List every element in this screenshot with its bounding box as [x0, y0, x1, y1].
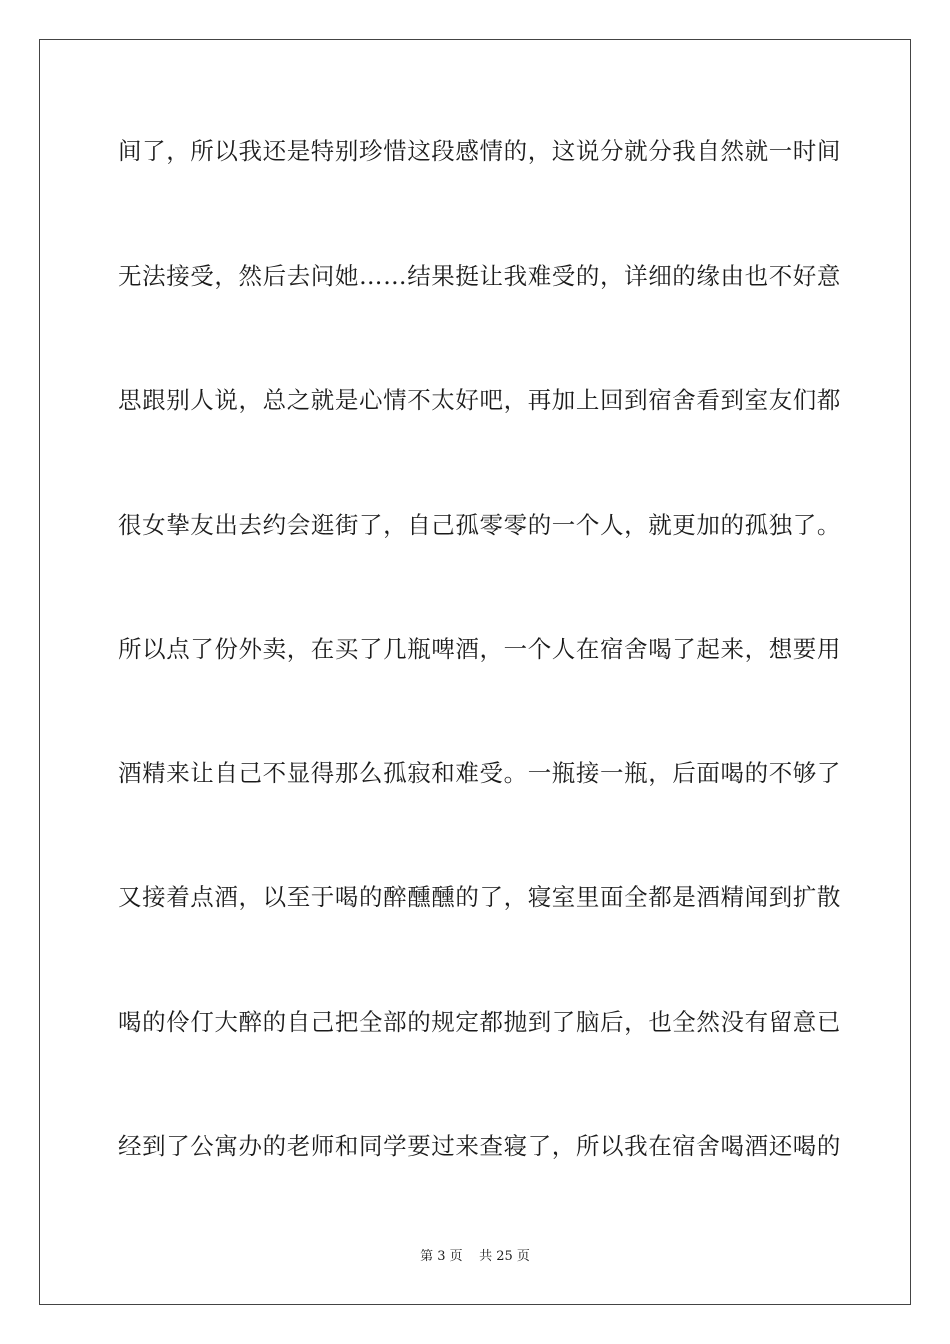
body-text-line: 所以点了份外卖，在买了几瓶啤酒，一个人在宿舍喝了起来，想要用	[118, 635, 841, 663]
body-text-line: 喝的伶仃大醉的自己把全部的规定都抛到了脑后，也全然没有留意已	[118, 1008, 841, 1036]
body-text-line: 酒精来让自己不显得那么孤寂和难受。一瓶接一瓶，后面喝的不够了	[118, 759, 841, 787]
body-text-line: 间了，所以我还是特别珍惜这段感情的，这说分就分我自然就一时间	[118, 137, 841, 165]
body-text-line: 无法接受，然后去问她……结果挺让我难受的，详细的缘由也不好意	[118, 262, 841, 290]
body-text-line: 又接着点酒，以至于喝的醉醺醺的了，寝室里面全都是酒精闻到扩散	[118, 883, 841, 911]
body-text-line: 经到了公寓办的老师和同学要过来查寝了，所以我在宿舍喝酒还喝的	[118, 1132, 841, 1160]
body-text-line: 思跟别人说，总之就是心情不太好吧，再加上回到宿舍看到室友们都	[118, 386, 841, 414]
body-text-line: 很女挚友出去约会逛街了，自己孤零零的一个人，就更加的孤独了。	[118, 511, 841, 539]
page-number-footer: 第 3 页 共 25 页	[420, 1249, 530, 1264]
page-border	[39, 39, 911, 1305]
